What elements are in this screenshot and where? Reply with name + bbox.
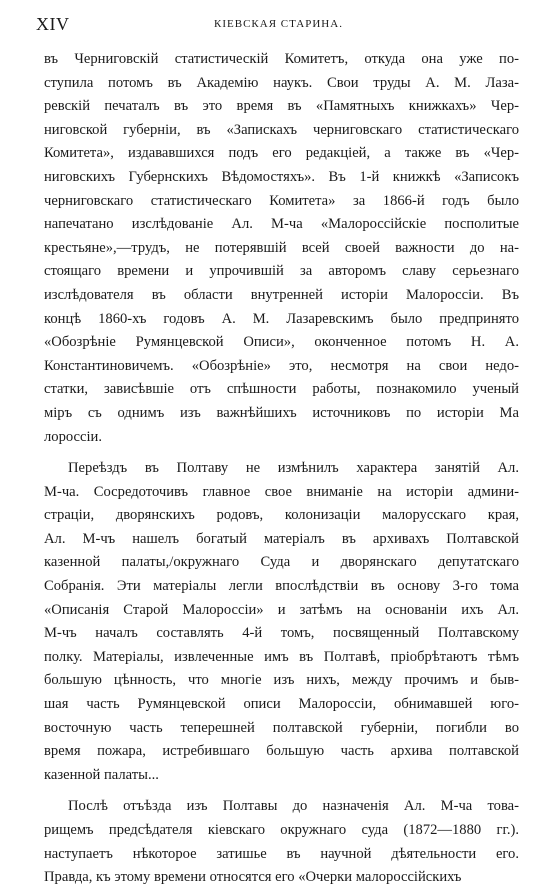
text-line: въ Черниговскій статистическій Комитетъ, откуда она уже по-: [44, 51, 519, 67]
text-line: черниговскаго статистическаго Комитета» за 1866-й годъ было: [44, 192, 519, 209]
text-line: М-ча. Сосредоточивъ главное свое вниманіе на исторіи админи-: [44, 483, 519, 500]
running-title: КІЕВСКАЯ СТАРИНА.: [214, 18, 343, 30]
text-line: полку. Матеріалы, извлеченные имъ въ Полтавѣ, пріобрѣтаютъ тѣмъ: [44, 648, 519, 665]
body-text: [44, 48, 519, 890]
text-line: крестьяне»,—трудъ, не потерявшій всей своей важности до на-: [44, 239, 519, 256]
text-line: изслѣдователя въ области внутренней исторіи Малороссіи. Въ: [44, 286, 519, 303]
text-line: ниговскихъ Губернскихъ Вѣдомостяхъ». Въ 1-й книжкѣ «Записокъ: [44, 168, 519, 185]
text-line: «Описанія Старой Малороссіи» и затѣмъ на основаніи ихъ Ал.: [44, 601, 519, 618]
text-line: концѣ 1860-хъ годовъ А. М. Лазаревскимъ было предпринято: [44, 310, 519, 327]
paragraph: [44, 48, 519, 449]
text-line: Ал. М-чъ нашелъ богатый матеріалъ въ архивахъ Полтавской: [44, 530, 519, 547]
text-line: наступаетъ нѣкоторое затишье въ научной дѣятельности его.: [44, 845, 519, 862]
text-line: большую цѣнность, что многіе изъ нихъ, между прочимъ и быв-: [44, 672, 519, 689]
text-line: Собранія. Эти матеріалы легли впослѣдствіи въ основу 3-го тома: [44, 578, 519, 595]
text-line: Правда, къ этому времени относятся его «Очерки малороссійскихъ: [44, 869, 462, 886]
text-line: казенной палаты...: [44, 766, 159, 783]
text-line: ниговской губерніи, въ «Запискахъ черниговскаго статистическаго: [44, 121, 519, 138]
text-line: восточную часть теперешней полтавской губерніи, погибли во: [44, 719, 519, 736]
text-line: казенной палаты,/окружнаго Суда и дворянскаго депутатскаго: [44, 554, 519, 571]
text-line: рищемъ предсѣдателя кіевскаго окружнаго суда (1872—1880 гг.).: [44, 822, 519, 838]
text-line: М-чъ началъ составлять 4-й томъ, посвященный Полтавскому: [44, 625, 519, 642]
text-line: Послѣ отъѣзда изъ Полтавы до назначенія Ал. М-ча това-: [68, 798, 519, 815]
text-line: «Обозрѣніе Румянцевской Описи», оконченное потомъ Н. А.: [44, 334, 519, 351]
paragraph-gap: [44, 449, 519, 457]
text-line: страціи, дворянскихъ родовъ, колонизаціи малорусскаго края,: [44, 507, 519, 524]
text-line: статки, зависѣвшіе отъ спѣшности работы, познакомило ученый: [44, 381, 519, 398]
text-line: ступила потомъ въ Академію наукъ. Свои труды А. М. Лаза-: [44, 74, 519, 91]
text-line: Комитета», издававшихся подъ его редакціей, а также въ «Чер-: [44, 145, 519, 162]
text-line: Переѣздъ въ Полтаву не измѣнилъ характера занятій Ал.: [68, 460, 519, 477]
text-line: лороссіи.: [44, 428, 103, 445]
page-header: [36, 14, 521, 38]
text-line: ревскій печаталъ въ это время въ «Памятныхъ книжкахъ» Чер-: [44, 98, 519, 115]
text-line: міръ съ однимъ изъ важнѣйшихъ источниковъ по исторіи Ма: [44, 404, 519, 421]
text-line: напечатано изслѣдованіе Ал. М-ча «Малороссійскіе посполитые: [44, 216, 519, 233]
paragraph: [44, 795, 519, 889]
text-line: время пожара, истребившаго большую часть архива полтавской: [44, 743, 519, 760]
paragraph-gap: [44, 787, 519, 795]
text-line: стоящаго времени и упрочившій за авторомъ славу серьезнаго: [44, 263, 519, 280]
paragraph: [44, 457, 519, 787]
text-line: Константиновичемъ. «Обозрѣніе» это, несмотря на свои недо-: [44, 357, 519, 374]
text-line: шая часть Румянцевской описи Малороссіи, обнимавшей юго-: [44, 696, 519, 713]
page-number: XIV: [36, 14, 70, 34]
